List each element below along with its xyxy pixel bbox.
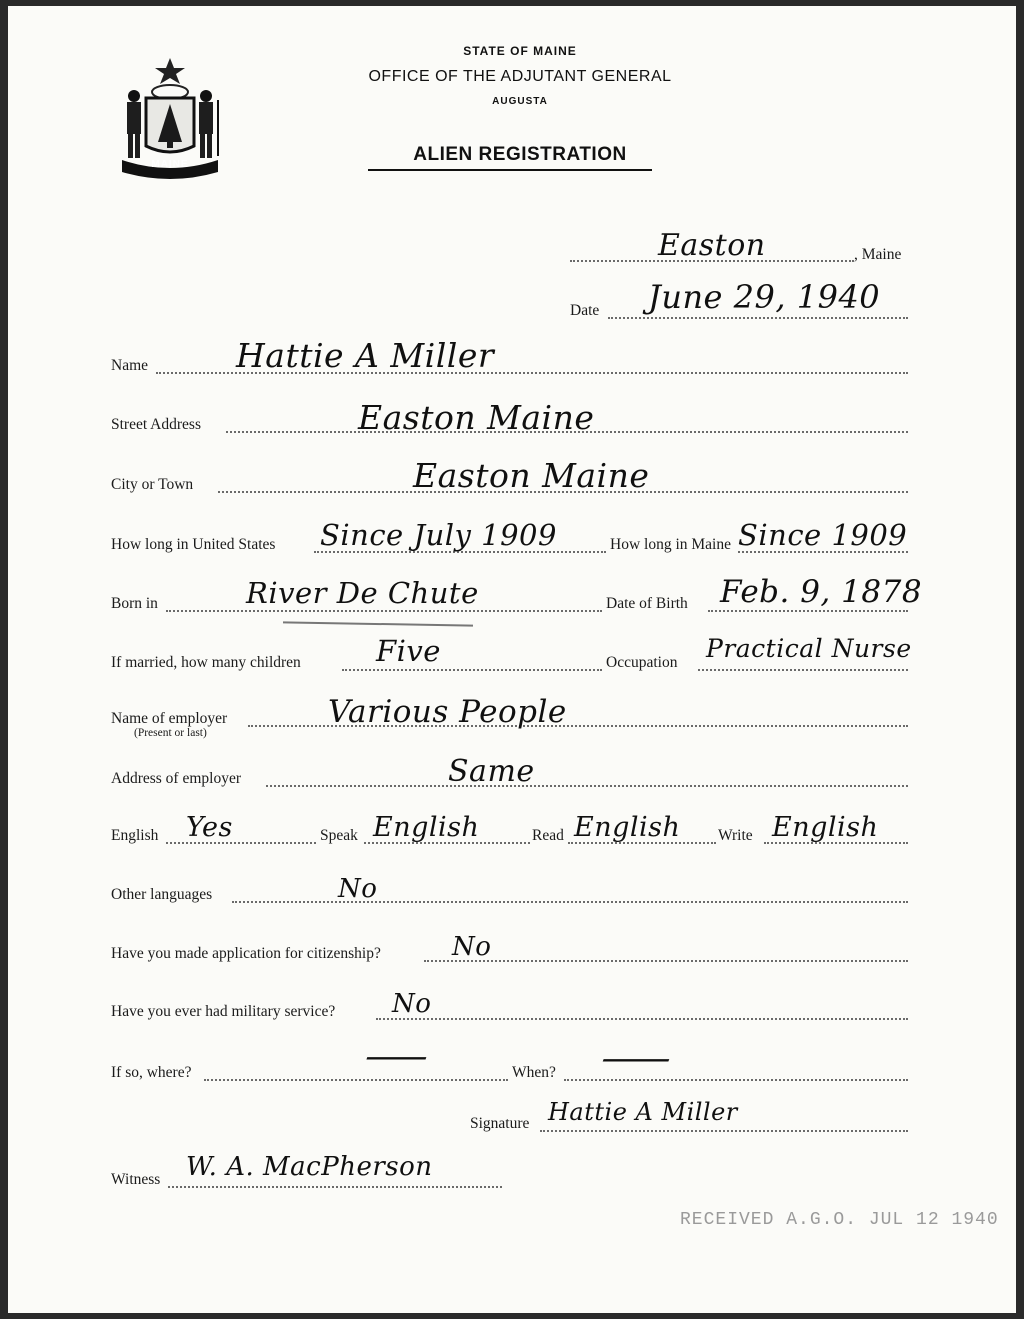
header-state: STATE OF MAINE (463, 44, 577, 58)
when-label: When? (512, 1064, 556, 1081)
header-office: OFFICE OF THE ADJUTANT GENERAL (368, 68, 672, 85)
form-title: ALIEN REGISTRATION (413, 144, 627, 165)
employer-name-label: Name of employer (111, 710, 228, 727)
date-value: June 29, 1940 (648, 278, 881, 316)
name-value: Hattie A Miller (236, 336, 495, 375)
english-value: Yes (186, 812, 233, 843)
military-value: No (392, 989, 432, 1019)
how-long-maine-label: How long in Maine (610, 536, 731, 553)
witness-value: W. A. MacPherson (186, 1152, 433, 1182)
city-town-label: City or Town (111, 476, 194, 493)
write-value: English (772, 812, 879, 843)
employer-address-line (266, 785, 908, 787)
where-label: If so, where? (111, 1064, 192, 1081)
born-in-line (166, 610, 602, 612)
born-in-strike (283, 621, 473, 626)
born-in-value: River De Chute (246, 576, 479, 610)
date-of-birth-label: Date of Birth (606, 595, 688, 612)
speak-value: English (373, 812, 480, 843)
children-value: Five (376, 634, 441, 668)
employer-name-sublabel: (Present or last) (134, 727, 207, 739)
how-long-us-value: Since July 1909 (320, 518, 557, 552)
witness-line (168, 1186, 502, 1188)
when-line (564, 1079, 908, 1081)
born-in-label: Born in (111, 595, 158, 612)
occupation-line (698, 669, 908, 671)
city-town-value: Easton Maine (413, 456, 650, 495)
other-languages-value: No (338, 874, 378, 904)
town-suffix: , Maine (854, 246, 902, 263)
read-value: English (574, 812, 681, 843)
citizenship-value: No (452, 932, 492, 962)
name-label: Name (111, 357, 149, 374)
date-of-birth-line (708, 610, 908, 612)
english-label: English (111, 827, 159, 844)
employer-address-value: Same (448, 754, 535, 789)
registration-form-sheet (8, 6, 1016, 1313)
form-title-underline (368, 169, 652, 171)
header-city: AUGUSTA (492, 96, 548, 107)
military-label: Have you ever had military service? (111, 1003, 336, 1020)
children-label: If married, how many children (111, 654, 301, 671)
state-seal (114, 56, 226, 181)
employer-address-label: Address of employer (111, 770, 241, 787)
citizenship-label: Have you made application for citizenship? (111, 945, 381, 962)
children-line (342, 669, 602, 671)
write-label: Write (718, 827, 753, 844)
date-label: Date (570, 302, 600, 319)
signature-value: Hattie A Miller (548, 1098, 738, 1126)
how-long-maine-value: Since 1909 (738, 518, 908, 552)
other-languages-line (232, 901, 908, 903)
citizenship-line (424, 960, 908, 962)
employer-name-value: Various People (328, 694, 567, 730)
how-long-us-label: How long in United States (111, 536, 276, 553)
signature-line (540, 1130, 908, 1132)
date-of-birth-value: Feb. 9, 1878 (720, 574, 923, 610)
military-line (376, 1018, 908, 1020)
occupation-label: Occupation (606, 654, 678, 671)
other-languages-label: Other languages (111, 886, 213, 903)
where-line (204, 1079, 508, 1081)
street-address-value: Easton Maine (358, 398, 595, 437)
speak-label: Speak (320, 827, 358, 844)
witness-label: Witness (111, 1171, 161, 1188)
town-value: Easton (658, 228, 766, 263)
street-address-label: Street Address (111, 416, 201, 433)
when-value: — (600, 1038, 673, 1079)
occupation-value: Practical Nurse (706, 634, 912, 663)
signature-label: Signature (470, 1115, 530, 1132)
where-value: — (364, 1036, 430, 1077)
received-stamp: RECEIVED A.G.O. JUL 12 1940 (680, 1210, 999, 1230)
date-line (608, 317, 908, 319)
read-label: Read (532, 827, 564, 844)
seal-banner-text: MAINE (151, 159, 189, 170)
